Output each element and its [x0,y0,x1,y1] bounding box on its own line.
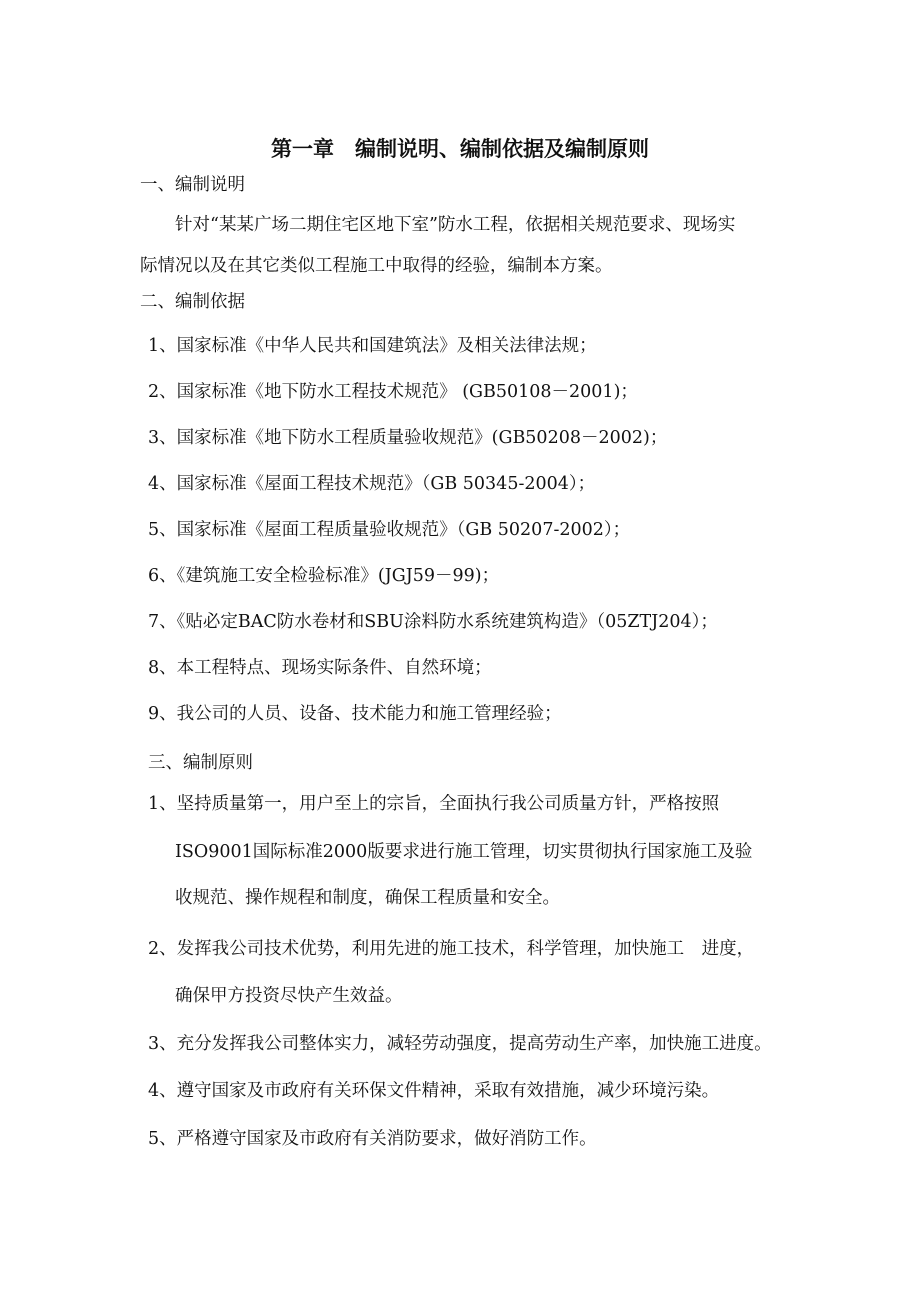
section1-para-line2: 际情况以及在其它类似工程施工中取得的经验，编制本方案。 [140,256,613,276]
basis-item-7: 7、《贴必定BAC防水卷材和SBU涂料防水系统建筑构造》（05ZTJ204）； [148,612,718,632]
principle-2-line1: 2、发挥我公司技术优势，利用先进的施工技术，科学管理，加快施工 进度， [148,939,755,959]
basis-item-4: 4、国家标准《屋面工程技术规范》（GB 50345-2004）； [148,474,596,494]
section3-heading: 三、编制原则 [148,753,253,773]
principle-5: 5、严格遵守国家及市政府有关消防要求，做好消防工作。 [148,1129,597,1149]
principle-1-line3: 收规范、操作规程和制度，确保工程质量和安全。 [175,888,560,908]
principle-2-line2: 确保甲方投资尽快产生效益。 [175,986,403,1006]
section1-heading: 一、编制说明 [140,175,245,195]
basis-item-6: 6、《建筑施工安全检验标准》(JGJ59－99)； [148,566,500,586]
basis-item-9: 9、我公司的人员、设备、技术能力和施工管理经验； [148,704,562,724]
principle-4: 4、遵守国家及市政府有关环保文件精神，采取有效措施，减少环境污染。 [148,1081,720,1101]
principle-1-line1: 1、坚持质量第一，用户至上的宗旨，全面执行我公司质量方针，严格按照 [148,794,720,814]
basis-item-2: 2、国家标准《地下防水工程技术规范》 (GB50108－2001)； [148,382,638,402]
basis-item-8: 8、本工程特点、现场实际条件、自然环境； [148,658,492,678]
principle-1-line2: ISO9001国际标准2000版要求进行施工管理，切实贯彻执行国家施工及验 [175,842,753,862]
basis-item-1: 1、国家标准《中华人民共和国建筑法》及相关法律法规； [148,336,597,356]
section2-heading: 二、编制依据 [140,292,245,312]
basis-item-3: 3、国家标准《地下防水工程质量验收规范》(GB50208－2002)； [148,428,668,448]
section1-para-line1: 针对“某某广场二期住宅区地下室”防水工程，依据相关规范要求、现场实 [175,215,736,235]
chapter-title: 第一章 编制说明、编制依据及编制原则 [271,137,649,161]
basis-item-5: 5、国家标准《屋面工程质量验收规范》（GB 50207-2002）； [148,520,631,540]
principle-3: 3、充分发挥我公司整体实力，减轻劳动强度，提高劳动生产率，加快施工进度。 [148,1034,772,1054]
